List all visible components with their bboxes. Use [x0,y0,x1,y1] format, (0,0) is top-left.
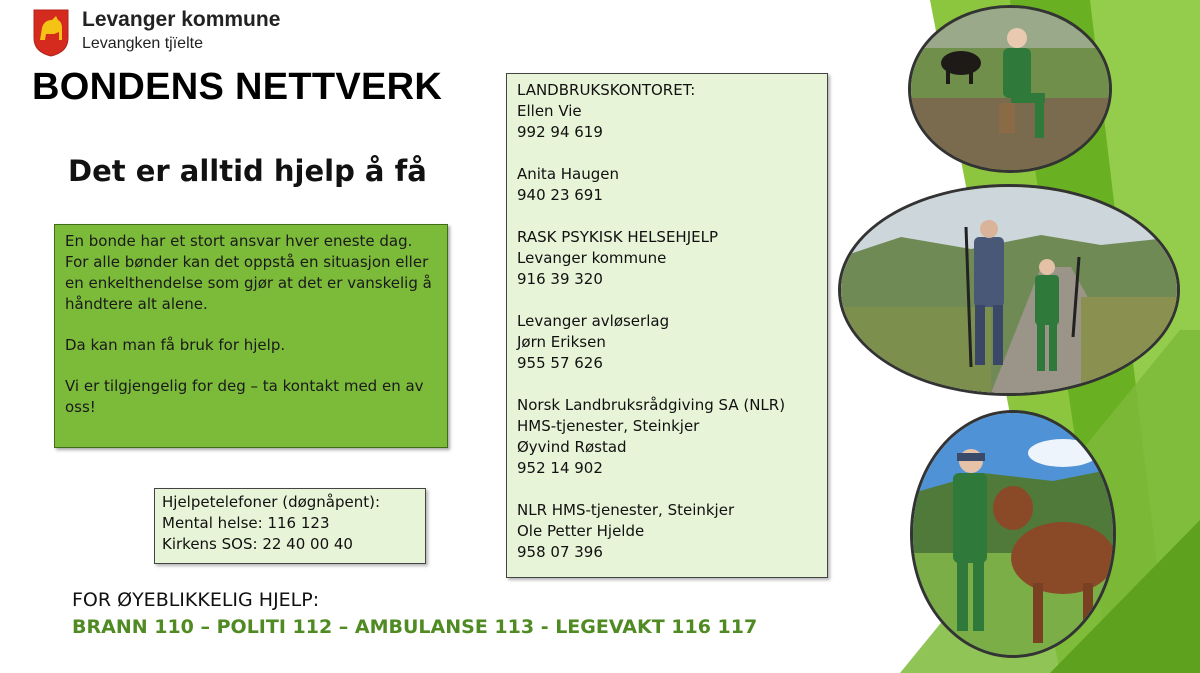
help-phone-line: Kirkens SOS: 22 40 00 40 [162,535,353,553]
contact-line: Norsk Landbruksrådgiving SA (NLR) [517,396,786,414]
contact-line: 958 07 396 [517,543,603,561]
contact-line: Levanger avløserlag [517,312,670,330]
coat-of-arms-icon [32,8,70,58]
help-phone-line: Mental helse: 116 123 [162,514,330,532]
contact-line: 955 57 626 [517,354,603,372]
contact-line: NLR HMS-tjenester, Steinkjer [517,501,735,519]
contact-line: Ole Petter Hjelde [517,522,645,540]
contact-line: HMS-tjenester, Steinkjer [517,417,700,435]
emergency-heading: FOR ØYEBLIKKELIG HJELP: [72,589,320,611]
info-box [54,224,448,448]
contact-line: Øyvind Røstad [517,438,627,456]
help-phones-heading: Hjelpetelefoner (døgnåpent): [162,493,381,511]
contact-group [517,500,817,563]
help-phones-box [154,488,426,564]
info-paragraph: Vi er tilgjengelig for deg – ta kontakt med en av oss! [65,377,424,416]
contact-line: 992 94 619 [517,123,603,141]
contact-line: RASK PSYKISK HELSEHJELP [517,228,719,246]
contact-group [517,311,817,374]
photo-walking-path [838,184,1180,396]
contact-group [517,227,817,290]
contact-line: 916 39 320 [517,270,603,288]
emergency-numbers: BRANN 110 – POLITI 112 – AMBULANSE 113 - LEGEVAKT 116 117 [72,616,758,638]
contact-group [517,395,817,479]
info-paragraph: En bonde har et stort ansvar hver eneste dag. For alle bønder kan det oppstå en situasjon eller en enkelthendelse som gjør at det er vanskelig å håndtere alt alene. [65,232,432,313]
contact-line: 940 23 691 [517,186,603,204]
contact-line: Anita Haugen [517,165,620,183]
page-subtitle: Det er alltid hjelp å få [68,154,427,188]
contact-line: Ellen Vie [517,102,582,120]
contact-line: 952 14 902 [517,459,603,477]
org-subtitle: Levangken tjïelte [82,35,203,52]
photo-child-with-cow [910,410,1116,658]
contact-line: LANDBRUKSKONTORET: [517,81,696,99]
org-name: Levanger kommune [82,8,281,31]
contact-line: Jørn Eriksen [517,333,606,351]
contact-group [517,80,817,143]
page-title: BONDENS NETTVERK [32,66,443,108]
info-paragraph: Da kan man få bruk for hjelp. [65,336,286,354]
contacts-box [506,73,828,578]
photo-child-with-calf [908,5,1112,173]
contact-line: Levanger kommune [517,249,667,267]
contact-group [517,164,817,206]
